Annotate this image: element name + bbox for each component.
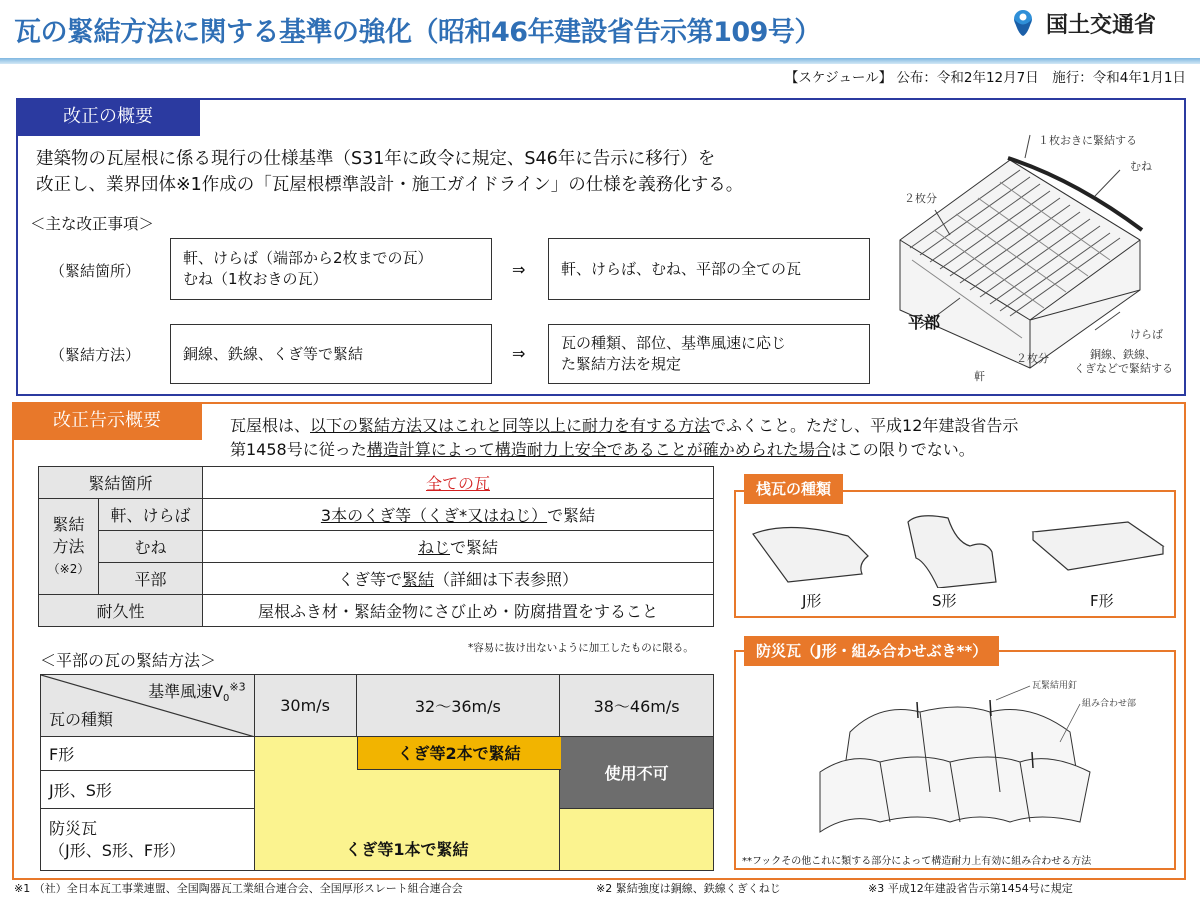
footnote-3: ※3 平成12年建設省告示第1454号に規定 [868, 882, 1073, 895]
overview-summary [36, 146, 916, 198]
table-row [39, 499, 714, 531]
table-row [39, 467, 714, 499]
corner-sub: 0 [223, 693, 230, 705]
table-cell: 耐久性 [39, 595, 203, 627]
table-note: *容易に抜け出ないように加工したものに限る。 [468, 642, 694, 654]
nail-icon-3 [1032, 752, 1033, 768]
before-location-line-1: 軒、けらば（端部から2枚までの瓦） [183, 249, 433, 267]
f-tile-label: F形 [1090, 592, 1114, 610]
group-label-1: 緊結 [52, 514, 85, 534]
before-location-line-2: むね（1枚おきの瓦） [183, 270, 328, 288]
s-tile-icon [908, 516, 996, 588]
table-row [39, 563, 714, 595]
r4-value-b: 緊結 [401, 570, 434, 589]
wind-table-heading: ＜平部の瓦の緊結方法＞ [40, 651, 217, 670]
corner-bottom: 瓦の種類 [49, 710, 114, 729]
row-3-a: 防災瓦 [49, 818, 98, 838]
table-cell: 軒、けらば [99, 499, 203, 531]
sangawara-heading: 桟瓦の種類 [744, 474, 843, 504]
table-cell [41, 809, 255, 871]
tile-types-illustration [748, 512, 1168, 588]
illu-label-2mai-bottom: ２枚分 [1016, 352, 1049, 365]
table-cell [203, 467, 714, 499]
corner-top [148, 679, 246, 704]
ministry-name: 国土交通省 [1046, 13, 1157, 38]
r3-value-b: で緊結 [450, 538, 499, 557]
rule-text-2c: はこの限りでない。 [830, 440, 975, 459]
summary-line-2: 改正し、業界団体※1作成の「瓦屋根標準設計・施工ガイドライン」の仕様を義務化する。 [36, 175, 744, 195]
after-method-box [548, 324, 870, 384]
nail-icon-1 [917, 702, 918, 718]
after-method-line-1: 瓦の種類、部位、基準風速に応じ [561, 334, 787, 352]
illu-label-keraba: けらば [1130, 328, 1163, 341]
table-cell [203, 531, 714, 563]
rule-text-1c: でふくこと。ただし、平成12年建設省告示 [710, 416, 1019, 435]
table-cell [203, 563, 714, 595]
one-nail-cell [254, 737, 560, 871]
rule-text-2b: 構造計算によって構造耐力上安全であることが確かめられた場合 [366, 440, 831, 459]
j-tile-icon [753, 527, 868, 582]
two-nails-cell: くぎ等2本で緊結 [357, 737, 561, 770]
rule-text-1a: 瓦屋根は、 [230, 416, 311, 435]
group-label-3: （※2） [47, 561, 90, 576]
table-row [39, 531, 714, 563]
illu-label-mune: むね [1130, 160, 1152, 173]
one-nail-text: くぎ等1本で緊結 [345, 840, 469, 859]
row-3-b: （J形、S形、F形） [49, 840, 186, 860]
arrow-location-icon: ⇒ [512, 260, 526, 279]
corner-sup: ※3 [229, 680, 246, 694]
group-label-2: 方法 [52, 536, 85, 556]
illu-label-hirabu: 平部 [908, 313, 941, 332]
overview-heading: 改正の概要 [16, 98, 200, 136]
table-cell: 平部 [99, 563, 203, 595]
table-cell: 38～46m/s [560, 675, 714, 737]
footnote-2: ※2 緊結強度は銅線、鉄線くぎくねじ [596, 882, 781, 895]
not-usable-cell: 使用不可 [560, 737, 714, 809]
label-joint: 組み合わせ部 [1082, 699, 1137, 709]
table-row [39, 595, 714, 627]
main-changes-heading: ＜主な改正事項＞ [30, 215, 155, 233]
after-method-line-2: た緊結方法を規定 [561, 355, 682, 373]
table-cell: 緊結箇所 [39, 467, 203, 499]
before-method-line-1: 銅線、鉄線、くぎ等で緊結 [183, 344, 364, 363]
r4-value-a: くぎ等で [337, 570, 402, 589]
bousai-note: **フックその他これに類する部分によって構造耐力上有効に組み合わせる方法 [742, 856, 1092, 867]
illu-label-2mai-top: ２枚分 [904, 192, 937, 205]
s-tile-label: S形 [932, 592, 957, 610]
table-row [41, 737, 714, 771]
wind-table-corner [41, 675, 255, 737]
table-cell: 32～36m/s [356, 675, 560, 737]
r2-value-a: 3本のくぎ等（くぎ*又はねじ） [320, 506, 548, 525]
table-row [41, 675, 714, 737]
rule-text-2a: 第1458号に従った [230, 440, 367, 459]
table-cell: 30m/s [254, 675, 356, 737]
row-label-location: （緊結箇所） [50, 262, 141, 280]
summary-line-1: 建築物の瓦屋根に係る現行の仕様基準（S31年に政令に規定、S46年に告示に移行）を [36, 149, 716, 169]
table-cell [560, 809, 714, 871]
roof-illustration [890, 130, 1182, 382]
bousai-tile-illustration [760, 672, 1160, 840]
title-bar [0, 0, 1200, 58]
corner-top-text: 基準風速V [148, 682, 224, 701]
r4-value-c: （詳細は下表参照） [434, 570, 579, 589]
j-tile-label: J形 [802, 592, 822, 610]
all-tiles-text: 全ての瓦 [425, 474, 490, 493]
r2-value-b: で緊結 [547, 506, 596, 525]
bousai-heading: 防災瓦（J形・組み合わせぶき**） [744, 636, 999, 666]
table-cell: J形、S形 [41, 771, 255, 809]
after-location-line-1: 軒、けらば、むね、平部の全ての瓦 [561, 259, 802, 278]
table-cell [203, 499, 714, 531]
table-cell: F形 [41, 737, 255, 771]
nail-icon-2 [990, 700, 991, 716]
page-title: 瓦の緊結方法に関する基準の強化（昭和46年建設省告示第109号） [14, 17, 821, 48]
label-nail: 瓦緊結用釘 [1032, 681, 1078, 691]
fastening-table [38, 466, 714, 627]
after-location-box [548, 238, 870, 300]
notice-heading: 改正告示概要 [12, 402, 202, 440]
illu-label-wire-2: くぎなどで緊結する [1074, 362, 1173, 375]
r3-value-a: ねじ [417, 538, 450, 557]
row-label-method: （緊結方法） [50, 346, 141, 364]
footnote-1: ※1 （社）全日本瓦工事業連盟、全国陶器瓦工業組合連合会、全国厚形スレート組合連合会 [14, 882, 463, 895]
illu-label-noki: 軒 [974, 370, 985, 382]
illu-label-wire-1: 銅線、鉄線、 [1090, 348, 1156, 361]
table-cell [39, 499, 99, 595]
wind-speed-table [40, 674, 714, 871]
notice-rule-text [230, 414, 1176, 462]
table-cell: むね [99, 531, 203, 563]
rule-text-1b: 以下の緊結方法又はこれと同等以上に耐力を有する方法 [310, 416, 711, 435]
before-method-box [170, 324, 492, 384]
arrow-method-icon: ⇒ [512, 344, 526, 363]
mlit-logo-icon [1006, 6, 1040, 40]
before-location-box [170, 238, 492, 300]
illu-label-top: １枚おきに緊結する [1038, 134, 1137, 147]
title-rule [0, 58, 1200, 64]
schedule-text: 【スケジュール】 公布：令和2年12月7日 施行：令和4年1月1日 [784, 70, 1186, 86]
table-cell: 屋根ふき材・緊結金物にさび止め・防腐措置をすること [203, 595, 714, 627]
